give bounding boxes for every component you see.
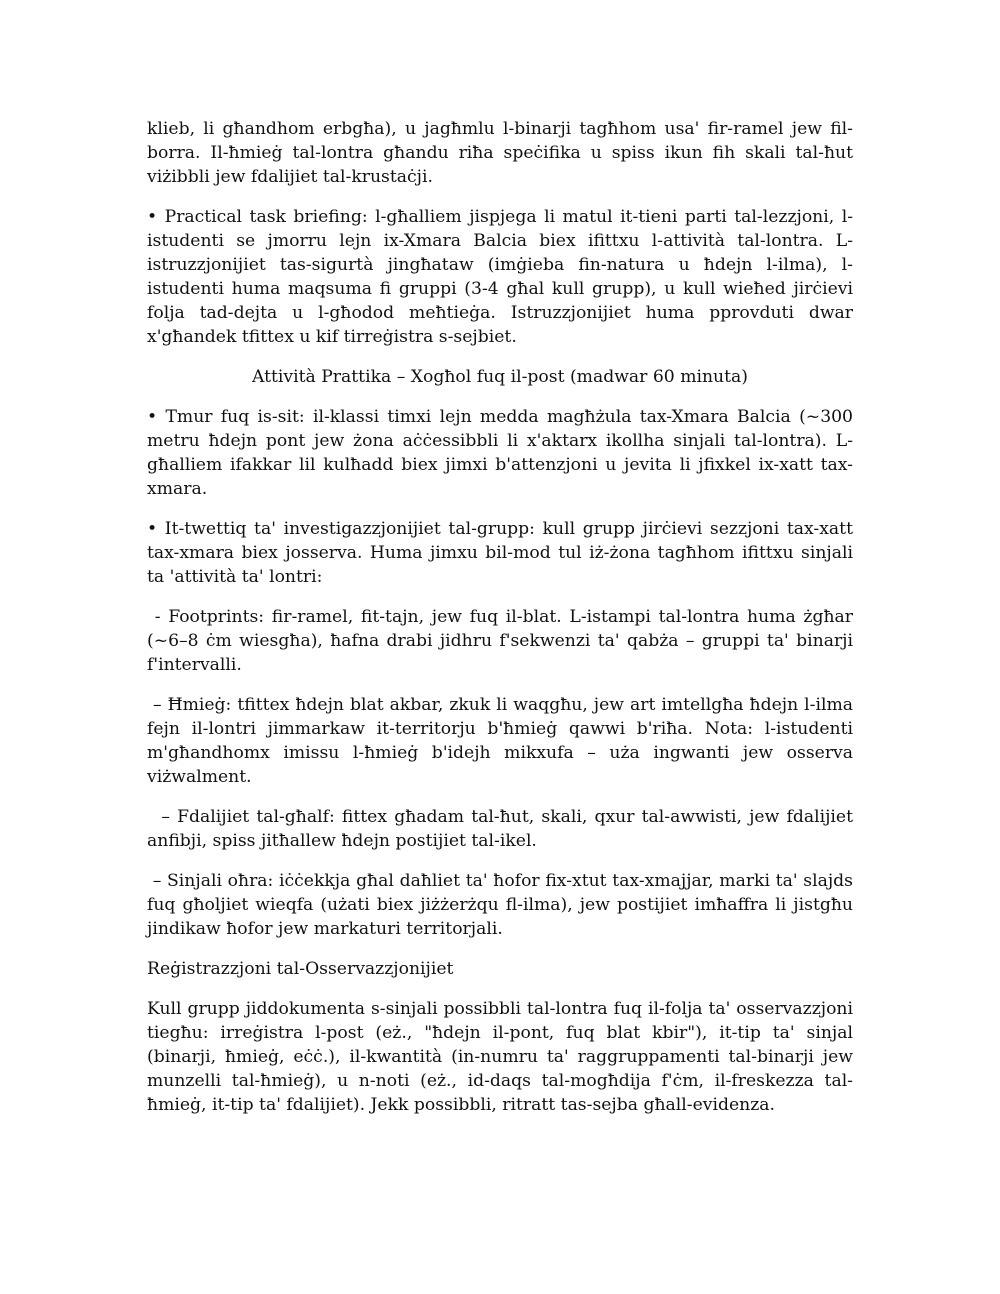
sub-item-spraints: – Ħmieġ: tfittex ħdejn blat akbar, zkuk li waqgħu, jew art imtellgħa ħdejn l-ilma fejn il-lontri jimmarkaw it-territorju b'ħmieġ qawwi b'riħa. Nota: l-istudenti m'għandhomx imissu l-ħmieġ b'idejh mikxufa – uża ingwanti jew osserva viżwalment. [147, 695, 859, 787]
paragraph-practical-task-briefing: • Practical task briefing: l-għalliem jispjega li matul it-tieni parti tal-lezzjoni, l-istudenti se jmorru lejn ix-Xmara Balcia biex ifittxu l-attività tal-lontra. L-istruzzjonijiet tas-sigurtà jingħataw (imġieba fin-natura u ħdejn l-ilma), l-istudenti huma maqsuma fi gruppi (3-4 għal kull grupp), u kull wieħed jirċievi folja tad-dejta u l-għodod meħtieġa. Istruzzjonijiet huma pprovduti dwar x'għandek tfittex u kif tirreġistra s-sejbiet. [147, 207, 853, 347]
paragraph-going-to-site: • Tmur fuq is-sit: il-klassi timxi lejn medda magħżula tax-Xmara Balcia (~300 metru ħdejn pont jew żona aċċessibbli li x'aktarx ikollha sinjali tal-lontra). L-għalliem ifakkar lil kulħadd biex jimxi b'attenzjoni u jevita li jfixkel ix-xatt tax-xmara. [147, 407, 853, 499]
paragraph-recording-details: Kull grupp jiddokumenta s-sinjali possibbli tal-lontra fuq il-folja ta' osservazzjoni tiegħu: irreġistra l-post (eż., "ħdejn il-pont, fuq blat kbir"), it-tip ta' sinjal (binarji, ħmieġ, eċċ.), il-kwantità (in-numru ta' raggruppamenti tal-binarji jew munzelli tal-ħmieġ), u n-noti (eż., id-daqs tal-mogħdija f'ċm, il-freskezza tal-ħmieġ, it-tip ta' fdalijiet). Jekk possibbli, ritratt tas-sejba għall-evidenza. [147, 999, 853, 1115]
sub-item-footprints: - Footprints: fir-ramel, fit-tajn, jew fuq il-blat. L-istampi tal-lontra huma żgħar (~6–8 ċm wiesgħa), ħafna drabi jidhru f'sekwenzi ta' qabża – gruppi ta' binarji f'intervalli. [147, 607, 859, 675]
sub-item-other-signs: – Sinjali oħra: iċċekkja għal daħliet ta' ħofor fix-xtut tax-xmajjar, marki ta' slajds fuq għoljiet wieqfa (użati biex jiżżerżqu fl-ilma), jew postijiet imħaffra li jistgħu jindikaw ħofor jew markaturi territorjali. [147, 871, 859, 939]
paragraph-otter-tracks-continuation: klieb, li għandhom erbgħa), u jagħmlu l-binarji tagħhom usa' fir-ramel jew fil-borra. Il-ħmieġ tal-lontra għandu riħa speċifika u spiss ikun fih skali tal-ħut viżibbli jew fdalijiet tal-krustaċji. [147, 119, 853, 187]
section-heading-practical-activity: Attività Prattika – Xogħol fuq il-post (madwar 60 minuta) [252, 367, 748, 387]
sub-item-feeding-remains: – Fdalijiet tal-għalf: fittex għadam tal-ħut, skali, qxur tal-awwisti, jew fdalijiet anfibji, spiss jitħallew ħdejn postijiet tal-ikel. [147, 807, 859, 851]
paragraph-group-investigations: • It-twettiq ta' investigazzjonijiet tal-grupp: kull grupp jirċievi sezzjoni tax-xatt tax-xmara biex josserva. Huma jimxu bil-mod tul iż-żona tagħhom ifittxu sinjali ta 'attività ta' lontri: [147, 519, 853, 587]
document-page [147, 117, 859, 1133]
section-heading-recording-observations: Reġistrazzjoni tal-Osservazzjonijiet [147, 959, 454, 979]
